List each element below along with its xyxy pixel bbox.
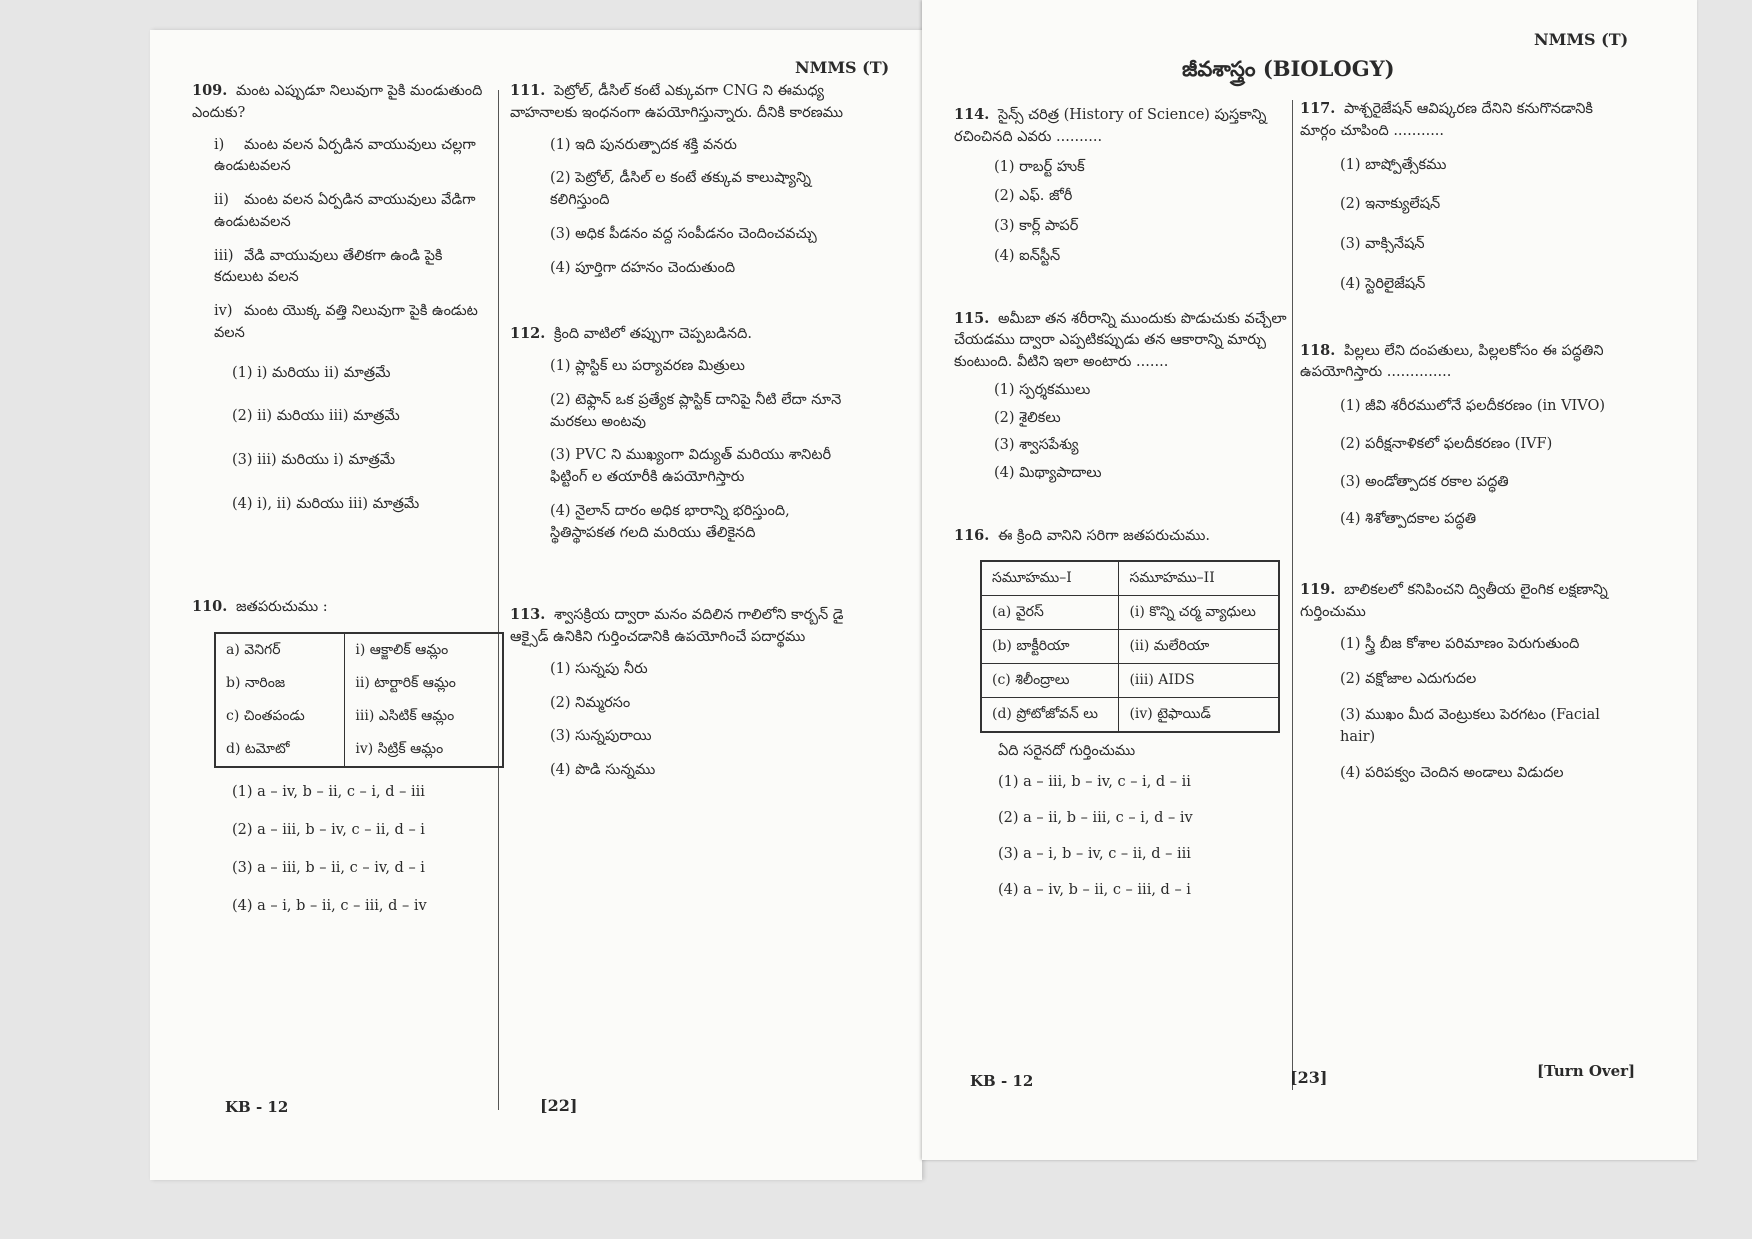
question-117: 117. పాశ్చరైజేషన్ ఆవిష్కరణ దేనిని కనుగొనడానికి మార్గం చూపింది ........... (1) బాష్పోత్సేకము (2) ఇనాక్యులేషన్ (3) వాక్సినేషన్ (4) స్టెరిలైజేషన్ [1300, 98, 1630, 296]
answer-option[interactable]: (4) స్టెరిలైజేషన్ [1340, 275, 1426, 292]
answer-option[interactable]: (4) మిథ్యాపాదాలు [994, 465, 1102, 481]
footer-code: KB - 12 [970, 1072, 1034, 1090]
answer-option[interactable]: (3) వాక్సినేషన్ [1340, 236, 1425, 252]
turn-over-note: [Turn Over] [1537, 1062, 1636, 1080]
question-111: 111. పెట్రోల్, డీసిల్ కంటే ఎక్కువగా CNG ని ఈమధ్య వాహనాలకు ఇంధనంగా ఉపయోగిస్తున్నారు. దీనికి కారణము (1) ఇది పునరుత్పాదక శక్తి వనరు (2) పెట్రోల్, డీసిల్ ల కంటే తక్కువ కాలుష్యాన్ని కలిగిస్తుంది (3) అధిక పీడనం వద్ద సంపీడనం చెందించవచ్చు (4) పూర్తిగా దహనం చెందుతుంది [510, 80, 850, 279]
answer-option[interactable]: (3) అధిక పీడనం వద్ద సంపీడనం చెందించవచ్చు [550, 225, 817, 242]
right-page [922, 0, 1697, 1160]
answer-option[interactable]: (3) a – iii, b – ii, c – iv, d – i [232, 859, 425, 876]
answer-option[interactable]: (1) బాష్పోత్సేకము [1340, 156, 1447, 173]
answer-option[interactable]: (2) పరీక్షనాళికలో ఫలదీకరణం (IVF) [1340, 435, 1553, 452]
answer-option[interactable]: (3) ముఖం మీద వెంట్రుకలు పెరగటం (Facial hair) [1340, 707, 1600, 745]
question-116: 116. ఈ క్రింది వానిని సరిగా జతపరుచుము. సమూహము–I సమూహము–II (a) వైరస్ (i) కొన్ని చర్మ వ్యాధులు (b) బాక్టీరియా (ii) మలేరియా (c) శిలీంద్రాలు (iii) AIDS (d) ప్రోటోజోవన్ లు (iv) టైఫాయిడ్ ఏది సరైనదో గుర్తించుము (1) a – iii, b – iv, c – i, d – ii (2) a – ii, b – iii, c – i, d – iv (3) a – i, b – iv, c – ii, d – iii (4) a – iv, b – ii, c – iii, d – i [954, 525, 1289, 902]
answer-option[interactable]: (1) i) మరియు ii) మాత్రమే [232, 364, 391, 381]
question-119: 119. బాలికలలో కనిపించని ద్వితీయ లైంగిక లక్షణాన్ని గుర్తించుము (1) స్త్రీ బీజ కోశాల పరిమాణం పెరుగుతుంది (2) వక్షోజాల ఎదుగుదల (3) ముఖం మీద వెంట్రుకలు పెరగటం (Facial hair) (4) పరిపక్వం చెందిన అండాలు విడుదల [1300, 579, 1630, 784]
question-113: 113. శ్వాసక్రియ ద్వారా మనం వదిలిన గాలిలోని కార్బన్ డై ఆక్సైడ్ ఉనికిని గుర్తించడానికి ఉపయోగించే పదార్థము (1) సున్నపు నీరు (2) నిమ్మరసం (3) సున్నపురాయి (4) పొడి సున్నము [510, 604, 850, 782]
answer-option[interactable]: (2) ii) మరియు iii) మాత్రమే [232, 408, 400, 425]
question-110: 110. జతపరుచుము : a) వెనిగర్ i) ఆక్జాలిక్ ఆమ్లం b) నారింజ ii) టార్టారిక్ ఆమ్లం c) చింతపండు iii) ఎసిటిక్ ఆమ్లం d) టమోటో iv) సిట్రిక్ ఆమ్లం (1) a – iv, b – ii, c – i, d – iii (2) a – iii, b – iv, c – ii, d – i (3) a – iii, b – ii, c – iv, d – i (4) a – i, b – ii, c – iii, d – iv [192, 596, 492, 918]
answer-option[interactable]: (2) వక్షోజాల ఎదుగుదల [1340, 671, 1477, 688]
answer-option[interactable]: (4) పూర్తిగా దహనం చెందుతుంది [550, 259, 736, 276]
column-divider [1292, 100, 1293, 1090]
answer-option[interactable]: (3) కార్ల్ పాపర్ [994, 218, 1079, 234]
answer-option[interactable]: (4) a – i, b – ii, c – iii, d – iv [232, 897, 427, 914]
answer-option[interactable]: (1) రాబర్ట్ హుక్ [994, 158, 1085, 175]
answer-option[interactable]: (2) టెఫ్లాన్ ఒక ప్రత్యేక ప్లాస్టిక్ దానిపై నీటి లేదా నూనె మరకలు అంటవు [550, 391, 842, 430]
answer-option[interactable]: (1) స్పర్శకములు [994, 381, 1091, 398]
answer-option[interactable]: (3) అండోత్పాదక రకాల పద్ధతి [1340, 473, 1509, 490]
answer-option[interactable]: (4) ఐన్‌స్టీన్ [994, 247, 1061, 264]
answer-option[interactable]: (1) స్త్రీ బీజ కోశాల పరిమాణం పెరుగుతుంది [1340, 635, 1580, 652]
footer-code: KB - 12 [225, 1098, 289, 1116]
answer-option[interactable]: (2) a – iii, b – iv, c – ii, d – i [232, 822, 425, 838]
left-page [150, 30, 922, 1180]
exam-header: NMMS (T) [795, 58, 890, 77]
question-114: 114. సైన్స్ చరిత్ర (History of Science) పుస్తకాన్ని రచించినది ఎవరు .......... (1) రాబర్ట్ హుక్ (2) ఎఫ్. జోరీ (3) కార్ల్ పాపర్ (4) ఐన్‌స్టీన్ [954, 104, 1289, 268]
exam-header: NMMS (T) [1534, 30, 1629, 49]
answer-option[interactable]: (4) పొడి సున్నము [550, 762, 656, 778]
match-table: సమూహము–I సమూహము–II (a) వైరస్ (i) కొన్ని చర్మ వ్యాధులు (b) బాక్టీరియా (ii) మలేరియా (c) శిలీంద్రాలు (iii) AIDS (d) ప్రోటోజోవన్ లు (iv) టైఫాయిడ్ [980, 560, 1280, 733]
answer-option[interactable]: (2) ఇనాక్యులేషన్ [1340, 196, 1441, 213]
answer-option[interactable]: (1) జీవి శరీరములోనే ఫలదీకరణం (in VIVO) [1340, 398, 1606, 414]
answer-option[interactable]: (3) సున్నపురాయి [550, 728, 652, 745]
statement: iv) మంట యొక్క వత్తి నిలువుగా పైకి ఉండుట వలన [214, 303, 478, 341]
table-header: సమూహము–I [981, 561, 1119, 596]
table-header: సమూహము–II [1119, 561, 1279, 596]
answer-option[interactable]: (2) శైలికలు [994, 409, 1061, 426]
answer-option[interactable]: (4) నైలాన్ దారం అధిక భారాన్ని భరిస్తుంది, స్థితిస్థాపకత గలది మరియు తేలికైనది [550, 502, 790, 541]
question-112: 112. క్రింది వాటిలో తప్పుగా చెప్పబడినది. (1) ప్లాస్టిక్ లు పర్యావరణ మిత్రులు (2) టెఫ్లాన్ ఒక ప్రత్యేక ప్లాస్టిక్ దానిపై నీటి లేదా నూనె మరకలు అంటవు (3) PVC ని ముఖ్యంగా విద్యుత్ మరియు శానిటరీ ఫిట్టింగ్ ల తయారీకి ఉపయోగిస్తారు (4) నైలాన్ దారం అధిక భారాన్ని భరిస్తుంది, స్థితిస్థాపకత గలది మరియు తేలికైనది [510, 323, 850, 544]
right-column-2 [1300, 98, 1630, 784]
page-number: [23] [1290, 1068, 1328, 1087]
answer-option[interactable]: (2) a – ii, b – iii, c – i, d – iv [998, 810, 1193, 826]
match-table: a) వెనిగర్ i) ఆక్జాలిక్ ఆమ్లం b) నారింజ ii) టార్టారిక్ ఆమ్లం c) చింతపండు iii) ఎసిటిక్ ఆమ్లం d) టమోటో iv) సిట్రిక్ ఆమ్లం [214, 632, 504, 768]
answer-option[interactable]: (3) PVC ని ముఖ్యంగా విద్యుత్ మరియు శానిటరీ ఫిట్టింగ్ ల తయారీకి ఉపయోగిస్తారు [550, 447, 832, 485]
answer-option[interactable]: (3) శ్వాసపేశ్యు [994, 437, 1079, 454]
answer-option[interactable]: (1) సున్నపు నీరు [550, 660, 648, 677]
answer-option[interactable]: (1) a – iii, b – iv, c – i, d – ii [998, 774, 1191, 791]
question-115: 115. అమీబా తన శరీరాన్ని ముందుకు పొడుచుకు వచ్చేలా చేయడము ద్వారా ఎప్పటికప్పుడు తన ఆకారాన్ని మార్చు కుంటుంది. వీటిని ఇలా అంటారు ....... (1) స్పర్శకములు (2) శైలికలు (3) శ్వాసపేశ్యు (4) మిథ్యాపాదాలు [954, 308, 1289, 485]
statement: iii) వేడి వాయువులు తేలికగా ఉండి పైకి కదులుట వలన [214, 247, 443, 286]
answer-option[interactable]: (1) a – iv, b – ii, c – i, d – iii [232, 784, 425, 801]
question-118: 118. పిల్లలు లేని దంపతులు, పిల్లలకోసం ఈ పద్ధతిని ఉపయోగిస్తారు .............. (1) జీవి శరీరములోనే ఫలదీకరణం (in VIVO) (2) పరీక్షనాళికలో ఫలదీకరణం (IVF) (3) అండోత్పాదక రకాల పద్ధతి (4) శిశోత్పాదకాల పద్ధతి [1300, 340, 1630, 532]
answer-option[interactable]: (2) పెట్రోల్, డీసిల్ ల కంటే తక్కువ కాలుష్యాన్ని కలిగిస్తుంది [550, 170, 812, 208]
answer-option[interactable]: (2) ఎఫ్. జోరీ [994, 188, 1073, 205]
answer-option[interactable]: (3) iii) మరియు i) మాత్రమే [232, 452, 396, 468]
question-109: 109. మంట ఎప్పుడూ నిలువుగా పైకి మండుతుంది ఎందుకు? i) మంట వలన ఏర్పడిన వాయువులు చల్లగా ఉండుటవలన ii) మంట వలన ఏర్పడిన వాయువులు వేడిగా ఉండుటవలన iii) వేడి వాయువులు తేలికగా ఉండి పైకి కదులుట వలన iv) మంట యొక్క వత్తి నిలువుగా పైకి ఉండుట వలన (1) i) మరియు ii) మాత్రమే (2) ii) మరియు iii) మాత్రమే (3) iii) మరియు i) మాత్రమే (4) i), ii) మరియు iii) మాత్రమే [192, 80, 492, 516]
answer-option[interactable]: (2) నిమ్మరసం [550, 694, 631, 711]
section-title: జీవశాస్త్రం (BIOLOGY) [1182, 56, 1395, 81]
answer-option[interactable]: (3) a – i, b – iv, c – ii, d – iii [998, 845, 1191, 862]
page-number: [22] [540, 1096, 578, 1115]
answer-option[interactable]: (1) ప్లాస్టిక్ లు పర్యావరణ మిత్రులు [550, 358, 745, 374]
answer-option[interactable]: (4) a – iv, b – ii, c – iii, d – i [998, 881, 1191, 898]
left-column-2 [510, 80, 850, 782]
answer-option[interactable]: (4) పరిపక్వం చెందిన అండాలు విడుదల [1340, 764, 1564, 781]
answer-option[interactable]: (4) శిశోత్పాదకాల పద్ధతి [1340, 511, 1477, 528]
right-column-1 [954, 104, 1289, 901]
table-instruction: ఏది సరైనదో గుర్తించుము [998, 742, 1136, 759]
left-column-1 [192, 80, 492, 917]
column-divider [498, 90, 499, 1110]
statement: ii) మంట వలన ఏర్పడిన వాయువులు వేడిగా ఉండుటవలన [214, 192, 476, 230]
answer-option[interactable]: (1) ఇది పునరుత్పాదక శక్తి వనరు [550, 136, 737, 153]
answer-option[interactable]: (4) i), ii) మరియు iii) మాత్రమే [232, 495, 420, 512]
statement: i) మంట వలన ఏర్పడిన వాయువులు చల్లగా ఉండుటవలన [214, 136, 476, 175]
